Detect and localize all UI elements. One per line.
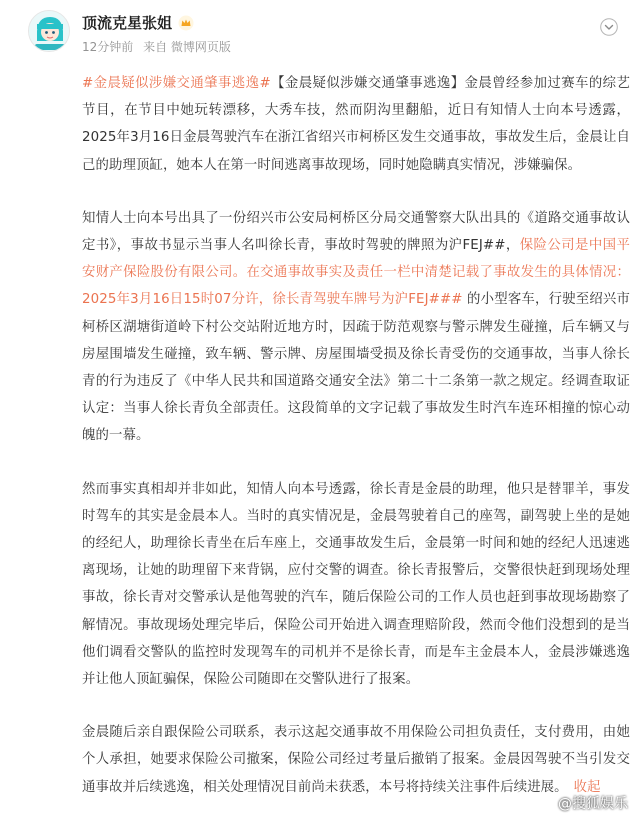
paragraph-text: 的小型客车，行驶至绍兴市柯桥区湖塘街道岭下村公交站附近地方时，因疏于防范观察与警示牌发生碰撞，后车辆又与房屋围墙发生碰撞，致车辆、警示牌、房屋围墙受损及徐长青受伤的交通事故，当事人徐长青的行为违反了《中华人民共和国道路交通安全法》第二十二条第一款之规定。经调查取证认定：当事人徐长青负全部责任。这段简单的文字记载了事故发生时汽车连环相撞的惊心动魄的一幕。 — [82, 292, 630, 444]
avatar-image-icon — [29, 11, 70, 52]
username-link[interactable]: 顶流克星张姐 — [82, 14, 173, 32]
post-meta — [82, 38, 237, 55]
watermark — [558, 793, 628, 813]
paragraph-text: 知情人士向本号出具了一份绍兴市公安局柯桥区分局交通警察大队出具的《道路交通事故认定书》，事故书显示当事人名叫徐长青，事故时驾驶的牌照为沪FEJ##， — [82, 210, 630, 254]
watermark-text: @搜狐娱乐 — [558, 796, 628, 812]
chevron-down-icon[interactable] — [600, 18, 618, 36]
hashtag-link[interactable]: #金晨疑似涉嫌交通肇事逃逸# — [82, 76, 271, 91]
collapse-link[interactable]: 收起 — [573, 779, 601, 795]
paragraph-text: 然而事实真相却并非如此，知情人向本号透露，徐长青是金晨的助理，他只是替罪羊，事发时驾车的其实是金晨本人。当时的真实情况是，金晨驾驶着自己的座驾，副驾驶上坐的是她的经纪人，助理徐长青坐在后车座上，交通事故发生后，金晨第一时间和她的经纪人迅速逃离现场，让她的助理留下来背锅，应付交警的调查。徐长青报警后，交警很快赶到现场处理事故，徐长青对交警承认是他驾驶的汽车，随后保险公司的工作人员也赶到事故现场勘察了解情况。事故现场处理完毕后，保险公司开始进入调查理赔阶段，然而令他们没想到的是当他们调看交警队的监控时发现驾车的司机并不是徐长青，而是车主金晨本人，金晨涉嫌逃逸并让他人顶缸骗保，保险公司随即在交警队进行了报案。 — [82, 481, 630, 688]
post-paragraph-2 — [82, 205, 630, 450]
post-paragraph-3 — [82, 476, 630, 694]
paragraph-text: 金晨随后亲自跟保险公司联系，表示这起交通事故不用保险公司担负责任，支付费用，由她个人承担，她要求保险公司撤案，保险公司经过考量后撤销了报案。金晨因驾驶不当引发交通事故并后续逃逸，相关处理情况目前尚未获悉，本号将持续关注事件后续进展。 — [82, 725, 630, 795]
post-paragraph-4 — [82, 719, 630, 801]
post-header — [0, 0, 638, 80]
post-body — [82, 70, 630, 819]
paragraph-text: 【金晨疑似涉嫌交通肇事逃逸】金晨曾经参加过赛车的综艺节目，在节目中她玩转漂移，大秀车技，然而阴沟里翻船，近日有知情人士向本号透露，2025年3月16日金晨驾驶汽车在浙江省绍兴市柯桥区发生交通事故，事故发生后，金晨让自己的助理顶缸，她本人在第一时间逃离事故现场，同时她隐瞒真实情况，涉嫌骗保。 — [82, 76, 630, 173]
crown-icon — [178, 15, 194, 31]
post-paragraph-1 — [82, 70, 630, 179]
post-source: 来自 微博网页版 — [143, 40, 231, 54]
avatar[interactable] — [28, 10, 70, 52]
highlighted-text: 保险公司是中国平安财产保险股份有限公司。在交通事故事实及责任一栏中清楚记载了事故发生的具体情况：2025年3月16日15时07分许，徐长青驾驶车牌号为沪FEJ### — [82, 238, 630, 308]
post-time[interactable]: 12分钟前 — [82, 40, 134, 54]
